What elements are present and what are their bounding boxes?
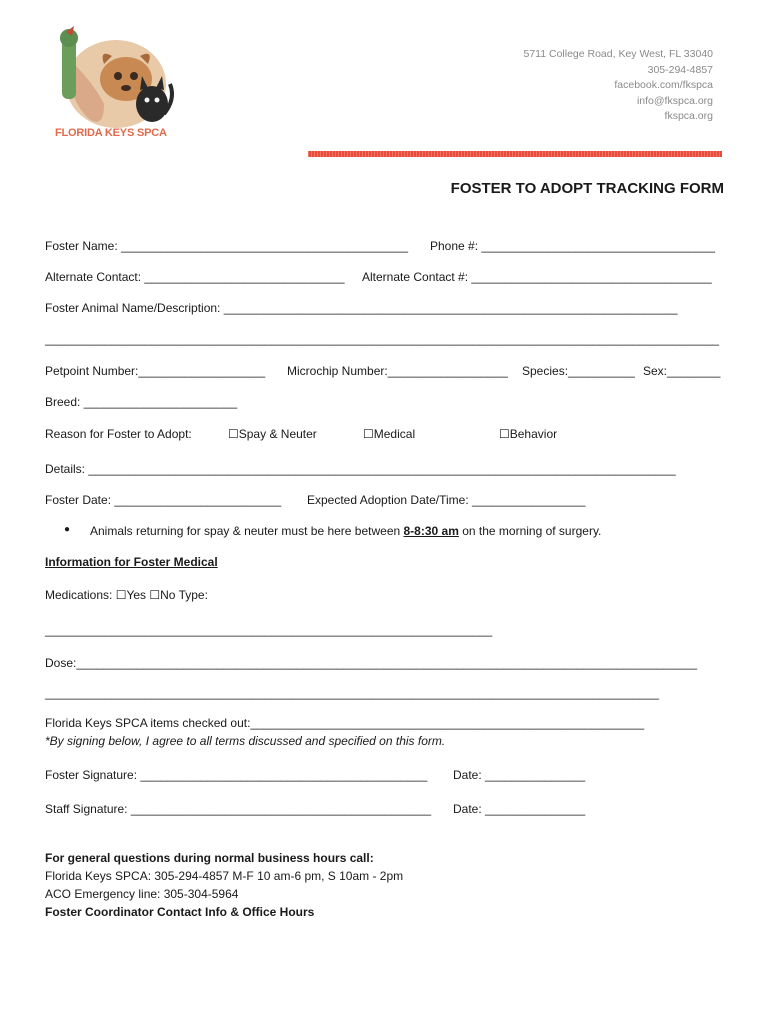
form-title: FOSTER TO ADOPT TRACKING FORM [450, 180, 724, 197]
foster-name-field[interactable]: Foster Name: ___________________________________________ [45, 239, 408, 253]
foster-date-field[interactable]: Foster Date: _________________________ [45, 493, 282, 507]
phone-field[interactable]: Phone #: ___________________________________ [430, 239, 715, 253]
medications-field[interactable]: Medications: ☐Yes ☐No Type: [45, 588, 208, 602]
dose-field[interactable]: Dose:_____________________________________________________________________________________________ [45, 656, 698, 670]
contact-block [523, 47, 713, 125]
animal-description-field[interactable]: Foster Animal Name/Description: ____________________________________________________________________ [45, 301, 678, 315]
footer-heading: For general questions during normal business hours call: [45, 851, 374, 865]
alternate-contact-field[interactable]: Alternate Contact: ______________________________ [45, 270, 345, 284]
details-field[interactable]: Details: ________________________________________________________________________________________ [45, 462, 676, 476]
surgery-time: 8-8:30 am [403, 524, 459, 538]
behavior-checkbox[interactable]: ☐Behavior [499, 427, 558, 441]
surgery-note [90, 524, 601, 538]
breed-field[interactable]: Breed: _______________________ [45, 395, 238, 409]
spay-neuter-checkbox[interactable]: ☐Spay & Neuter [228, 427, 317, 441]
surgery-note-end: on the morning of surgery. [458, 524, 602, 538]
bullet-icon: ● [64, 524, 71, 535]
org-phone: 305-294-4857 [647, 63, 713, 76]
animal-description-line[interactable]: _____________________________________________________________________________________________________ [45, 332, 720, 346]
alternate-contact-number-field[interactable]: Alternate Contact #: ____________________________________ [362, 270, 712, 284]
medical-heading: Information for Foster Medical [45, 555, 218, 569]
items-checked-out-field[interactable]: Florida Keys SPCA items checked out:___________________________________________________________ [45, 716, 645, 730]
dose-line[interactable]: ____________________________________________________________________________________________ [45, 686, 659, 700]
species-field[interactable]: Species:__________ [522, 364, 635, 378]
expected-adoption-date-field[interactable]: Expected Adoption Date/Time: _________________ [307, 493, 586, 507]
surgery-note-text: Animals returning for spay & neuter must be here between [90, 524, 404, 538]
header-divider-gap [48, 151, 308, 157]
website-link[interactable]: fkspca.org [664, 110, 713, 122]
foster-signature-date-field[interactable]: Date: _______________ [453, 768, 586, 782]
footer-hours: Florida Keys SPCA: 305-294-4857 M-F 10 am-6 pm, S 10am - 2pm [45, 869, 404, 883]
sex-field[interactable]: Sex:________ [643, 364, 721, 378]
staff-signature-field[interactable]: Staff Signature: _____________________________________________ [45, 802, 432, 816]
facebook-link[interactable]: facebook.com/fkspca [614, 79, 713, 91]
footer-coordinator: Foster Coordinator Contact Info & Office Hours [45, 905, 315, 919]
agreement-text: *By signing below, I agree to all terms discussed and specified on this form. [45, 734, 446, 748]
footer-aco: ACO Emergency line: 305-304-5964 [45, 887, 239, 901]
staff-signature-date-field[interactable]: Date: _______________ [453, 802, 586, 816]
medications-line[interactable]: ___________________________________________________________________ [45, 623, 493, 637]
microchip-number-field[interactable]: Microchip Number:__________________ [287, 364, 508, 378]
email-link[interactable]: info@fkspca.org [636, 94, 713, 107]
reason-label: Reason for Foster to Adopt: [45, 427, 192, 441]
foster-signature-field[interactable]: Foster Signature: ___________________________________________ [45, 768, 428, 782]
petpoint-number-field[interactable]: Petpoint Number:___________________ [45, 364, 266, 378]
medical-checkbox[interactable]: ☐Medical [363, 427, 416, 441]
address: 5711 College Road, Key West, FL 33040 [523, 48, 713, 60]
logo-wordmark: FLORIDA KEYS SPCA [55, 127, 167, 139]
